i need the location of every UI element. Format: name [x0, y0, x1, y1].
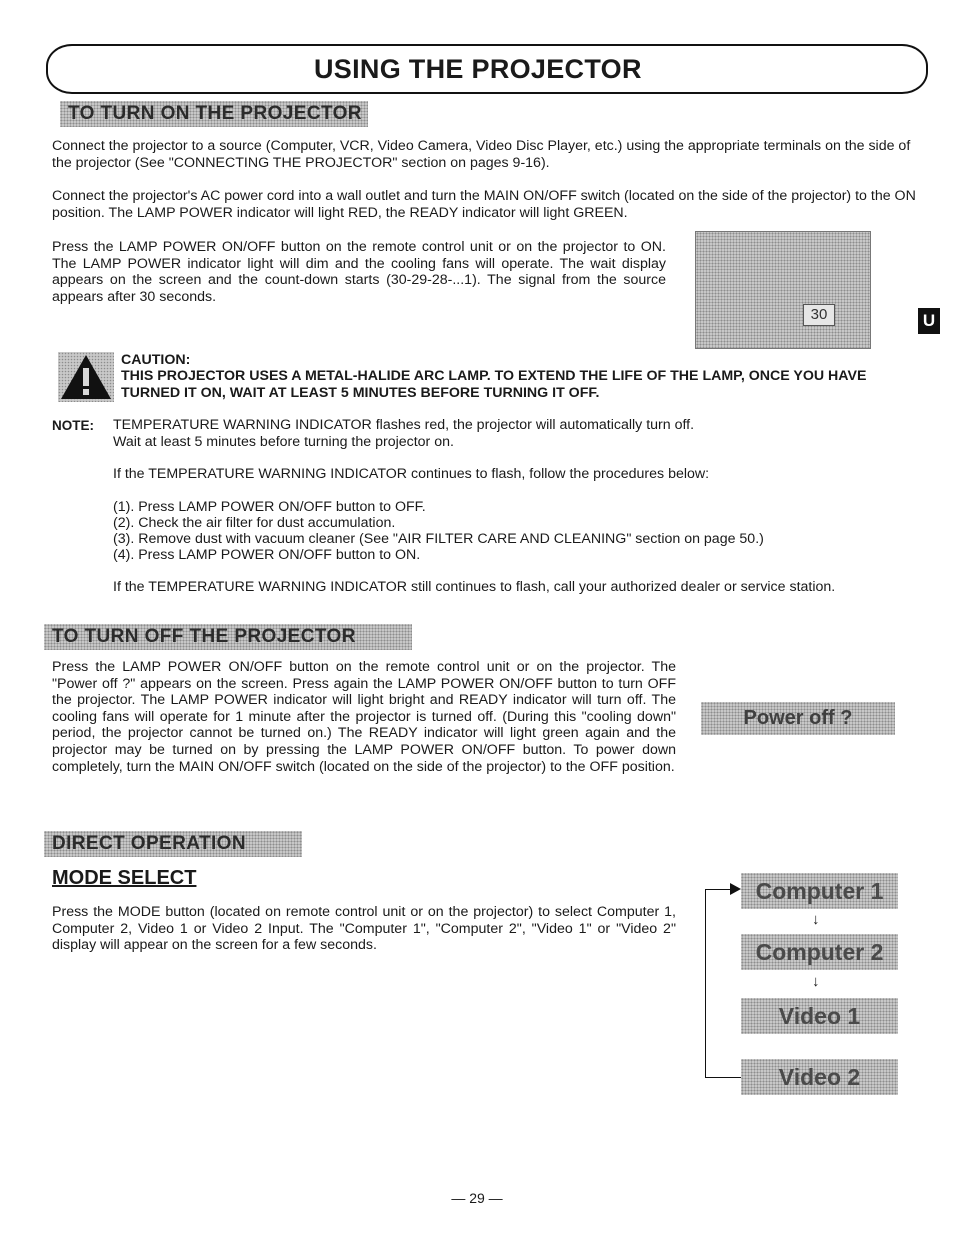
- note-final: If the TEMPERATURE WARNING INDICATOR still continues to flash, call your authorized dealer or service station.: [113, 579, 836, 595]
- cycle-arrow-right-icon: [730, 883, 741, 895]
- cycle-line-bottom: [705, 1077, 741, 1078]
- note-step-1: (1). Press LAMP POWER ON/OFF button to OFF.: [113, 499, 426, 515]
- mode-computer-2: Computer 2: [741, 934, 898, 970]
- section-heading-turn-on: TO TURN ON THE PROJECTOR: [60, 101, 368, 127]
- section-heading-turn-off: TO TURN OFF THE PROJECTOR: [44, 624, 412, 650]
- page-number: — 29 —: [451, 1190, 503, 1206]
- warning-triangle-icon: [58, 352, 114, 402]
- cycle-line-vertical: [705, 889, 706, 1078]
- wait-display-screen: [695, 231, 871, 349]
- mode-video-1: Video 1: [741, 998, 898, 1034]
- mode-computer-1: Computer 1: [741, 873, 898, 909]
- caution-label: CAUTION:: [121, 352, 191, 368]
- note-step-4: (4). Press LAMP POWER ON/OFF button to ON.: [113, 547, 421, 563]
- turn-off-paragraph: Press the LAMP POWER ON/OFF button on the remote control unit or on the projector. The "Power off ?" appears on the screen. Press again the LAMP POWER ON/OFF button to turn OFF the projector. The LAMP POWER indicator will light bright and READY indicator will turn off. The cooling fans will operate for 1 minute after the projector is turned off. (During this "cooling down" period, the projector cannot be turned on.) The READY indicator will light green again and the projector may be turned on by pressing the LAMP POWER ON/OFF button. To power down completely, turn the MAIN ON/OFF switch (located on the side of the projector) to the OFF position.: [52, 659, 676, 775]
- section-heading-direct-operation: DIRECT OPERATION: [44, 831, 302, 857]
- turn-on-paragraph-2: Connect the projector's AC power cord into a wall outlet and turn the MAIN ON/OFF switch (located on the side of the projector) to the ON position. The LAMP POWER indicator will light RED, the READY indicator will light GREEN.: [52, 188, 916, 221]
- countdown-badge: 30: [803, 304, 835, 326]
- mode-video-2: Video 2: [741, 1059, 898, 1095]
- turn-on-paragraph-1: Connect the projector to a source (Computer, VCR, Video Camera, Video Disc Player, etc.) using the appropriate terminals on the side of the projector (See "CONNECTING THE PROJECTOR" section on pages 9-16).: [52, 138, 911, 171]
- cycle-line-top: [705, 889, 733, 890]
- note-step-3: (3). Remove dust with vacuum cleaner (See "AIR FILTER CARE AND CLEANING" section on page 50.): [113, 531, 764, 547]
- turn-on-paragraph-3: Press the LAMP POWER ON/OFF button on the remote control unit or on the projector to ON. The LAMP POWER indicator light will dim and the cooling fans will operate. The wait display appears on the screen and the count-down starts (30-29-28-...1). The signal from the source appears after 30 seconds.: [52, 239, 666, 305]
- note-line-2: Wait at least 5 minutes before turning the projector on.: [113, 434, 454, 450]
- arrow-down-icon: ↓: [812, 911, 820, 928]
- page-title: USING THE PROJECTOR: [314, 54, 642, 84]
- mode-select-paragraph: Press the MODE button (located on remote control unit or on the projector) to select Computer 1, Computer 2, Video 1 or Video 2 Input. The "Computer 1", "Computer 2", "Video 1" or "Video 2" display will appear on the screen for a few seconds.: [52, 904, 676, 954]
- note-label: NOTE:: [52, 418, 94, 433]
- note-line-1: TEMPERATURE WARNING INDICATOR flashes red, the projector will automatically turn off.: [113, 417, 695, 433]
- mode-select-heading: MODE SELECT: [52, 867, 197, 889]
- note-step-2: (2). Check the air filter for dust accumulation.: [113, 515, 396, 531]
- caution-text: THIS PROJECTOR USES A METAL-HALIDE ARC LAMP. TO EXTEND THE LIFE OF THE LAMP, ONCE YOU HAVE TURNED IT ON, WAIT AT LEAST 5 MINUTES BEFORE TURNING IT OFF.: [121, 368, 867, 401]
- power-off-display: Power off ?: [701, 702, 895, 735]
- side-tab: U: [918, 308, 940, 334]
- arrow-down-icon: ↓: [812, 973, 820, 990]
- note-intro: If the TEMPERATURE WARNING INDICATOR continues to flash, follow the procedures below:: [113, 466, 710, 482]
